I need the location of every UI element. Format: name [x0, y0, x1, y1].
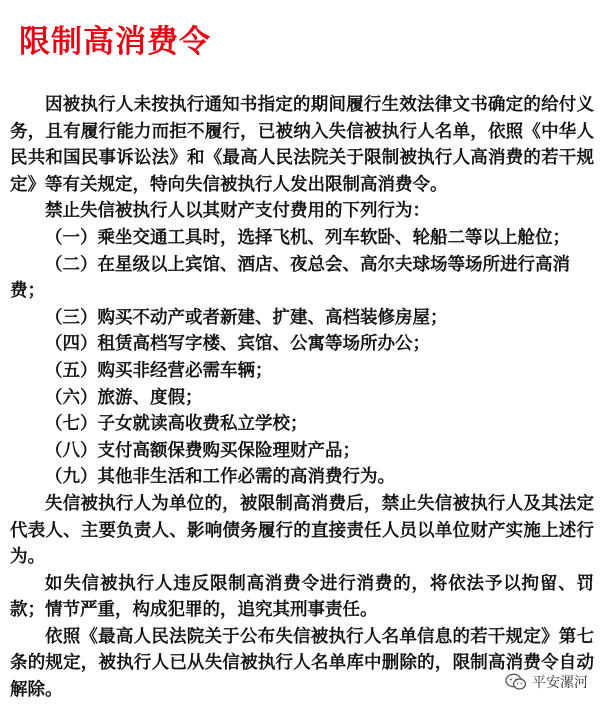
list-item: （九）其他非生活和工作必需的高消费行为。: [45, 467, 395, 488]
page-title: 限制高消费令: [19, 23, 211, 60]
watermark: [505, 672, 588, 692]
list-item: （一）乘坐交通工具时，选择飞机、列车软卧、轮船二等以上舱位；: [45, 227, 570, 248]
removal-paragraph: 依照《最高人民法院关于公布失信被执行人名单信息的若干规定》第七条的规定，被执行人已从失信被执行人名单库中删除的，限制高消费令自动解除。: [10, 626, 594, 701]
watermark-text: 平安漯河: [532, 675, 588, 691]
list-item: （八）支付高额保费购买保险理财产品；: [45, 440, 360, 461]
list-item: （四）租赁高档写字楼、宾馆、公寓等场所办公；: [45, 334, 430, 355]
ban-intro-paragraph: 禁止失信被执行人以其财产支付费用的下列行为：: [45, 201, 430, 222]
intro-paragraph: 因被执行人未按执行通知书指定的期间履行生效法律文书确定的给付义务，且有履行能力而拒不履行，已被纳入失信被执行人名单，依照《中华人民共和国民事诉讼法》和《最高人民法院关于限制被执行人高消费的若干规定》等有关规定，特向失信被执行人发出限制高消费令。: [10, 95, 594, 195]
list-item: （三）购买不动产或者新建、扩建、高档装修房屋；: [45, 307, 448, 328]
title-bar: [13, 14, 211, 62]
wechat-icon: [505, 673, 527, 691]
list-item: （五）购买非经营必需车辆；: [45, 360, 273, 381]
ban-list: [10, 225, 594, 491]
unit-clause-paragraph: 失信被执行人为单位的，被限制高消费后，禁止失信被执行人及其法定代表人、主要负责人、影响债务履行的直接责任人员以单位财产实施上述行为。: [10, 493, 594, 568]
list-item: （六）旅游、度假；: [45, 387, 203, 408]
list-item: （七）子女就读高收费私立学校；: [45, 414, 308, 435]
list-item: （二）在星级以上宾馆、酒店、夜总会、高尔夫球场等场所进行高消费；: [10, 254, 570, 302]
penalty-paragraph: 如失信被执行人违反限制高消费令进行消费的，将依法予以拘留、罚款；情节严重，构成犯罪的，追究其刑事责任。: [10, 573, 594, 621]
document-body: [10, 92, 594, 704]
